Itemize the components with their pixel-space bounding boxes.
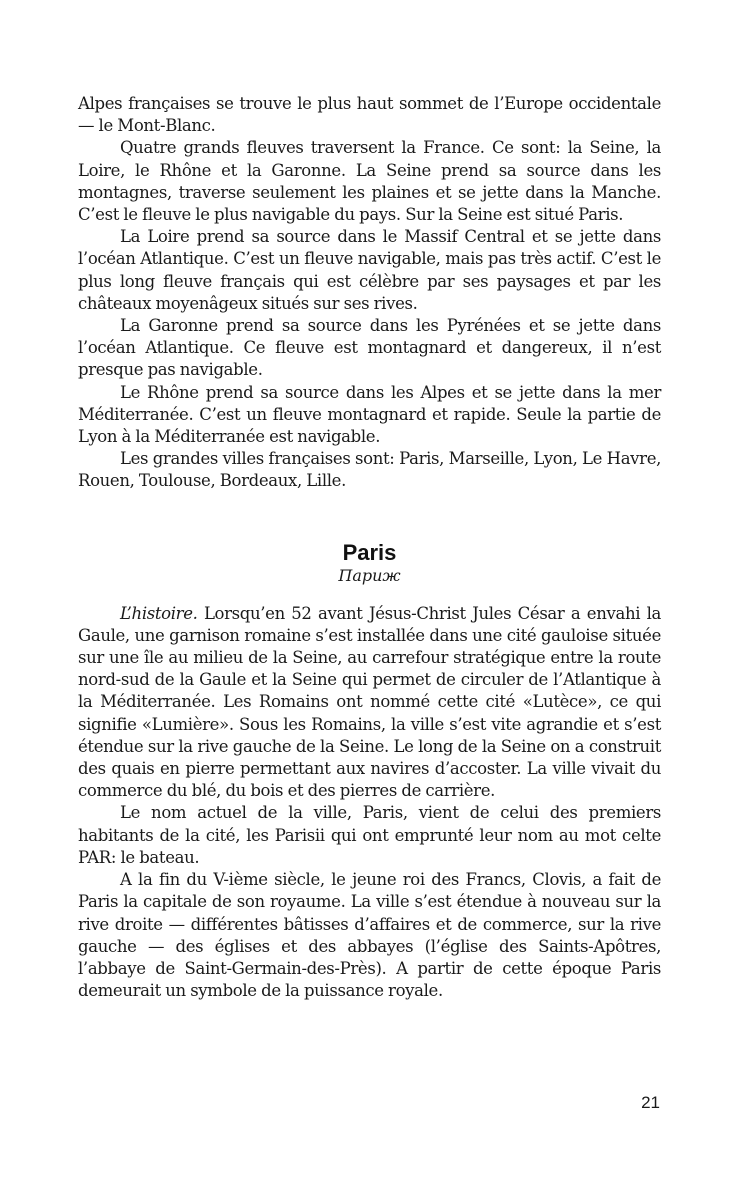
paragraph: La Garonne prend sa source dans les Pyrénées et se jette dans l’océan Atlantique. Ce fleuve est montagnard et dangereux, il n’est presque pas navigable. [78, 316, 661, 380]
paragraph: Alpes françaises se trouve le plus haut sommet de l’Europe occidentale — le Mont-Blanc. [78, 94, 661, 136]
lead-term: L’histoire. [120, 603, 198, 623]
paragraph: Le nom actuel de la ville, Paris, vient de celui des premiers habitants de la cité, les Parisii qui ont emprunté leur nom au mot celte PAR: le bateau. [78, 803, 661, 867]
paragraph: A la fin du V-ième siècle, le jeune roi des Francs, Clovis, a fait de Paris la capitale de son royaume. La ville s’est étendue à nouveau sur la rive droite — différentes bâtisses d’affaires et de commerce, sur la rive gauche — des églises et des abbayes (l’église des Saints-Apôtres, l’abbaye de Saint-Germain-des-Près). A partir de cette époque Paris demeurait un symbole de la puissance royale. [78, 870, 661, 1001]
paragraph: Quatre grands fleuves traversent la France. Ce sont: la Seine, la Loire, le Rhône et la Garonne. La Seine prend sa source dans les montagnes, traverse seulement les plaines et se jette dans la Manche. C’est le fleuve le plus navigable du pays. Sur la Seine est situé Paris. [78, 138, 661, 225]
page-number: 21 [641, 1093, 660, 1112]
section-title: Paris [342, 539, 397, 565]
page-body [78, 93, 661, 1002]
paragraph: La Loire prend sa source dans le Massif Central et se jette dans l’océan Atlantique. C’est un fleuve navigable, mais pas très actif. C’est le plus long fleuve français qui est célèbre par ses paysages et par les châteaux moyenâgeux situés sur ses rives. [78, 227, 661, 313]
paragraph: Le Rhône prend sa source dans les Alpes et se jette dans la mer Méditerranée. C’est un fleuve montagnard et rapide. Seule la partie de Lyon à la Méditerranée est navigable. [78, 382, 661, 447]
section-heading [78, 540, 661, 586]
paragraph: Les grandes villes françaises sont: Paris, Marseille, Lyon, Le Havre, Rouen, Toulouse, Bordeaux, Lille. [78, 449, 661, 491]
lead-text: Lorsqu’en 52 avant Jésus-Christ Jules César a envahi la Gaule, une garnison romaine s’est installée dans une cité gauloise située sur une île au milieu de la Seine, au carrefour stratégique entre la route nord-sud de la Gaule et la Seine qui permet de circuler de l’Atlantique à la Méditerranée. Les Romains ont nommé cette cité «Lutèce», ce qui signifie «Lumière». Sous les Romains, la ville s’est vite agrandie et s’est étendue sur la rive gauche de la Seine. Le long de la Seine on a construit des quais en pierre permettant aux navires d’accoster. La ville vivait du commerce du blé, du bois et des pierres de carrière. [78, 603, 661, 801]
paragraph [78, 603, 661, 803]
section-subtitle: Париж [338, 565, 401, 585]
